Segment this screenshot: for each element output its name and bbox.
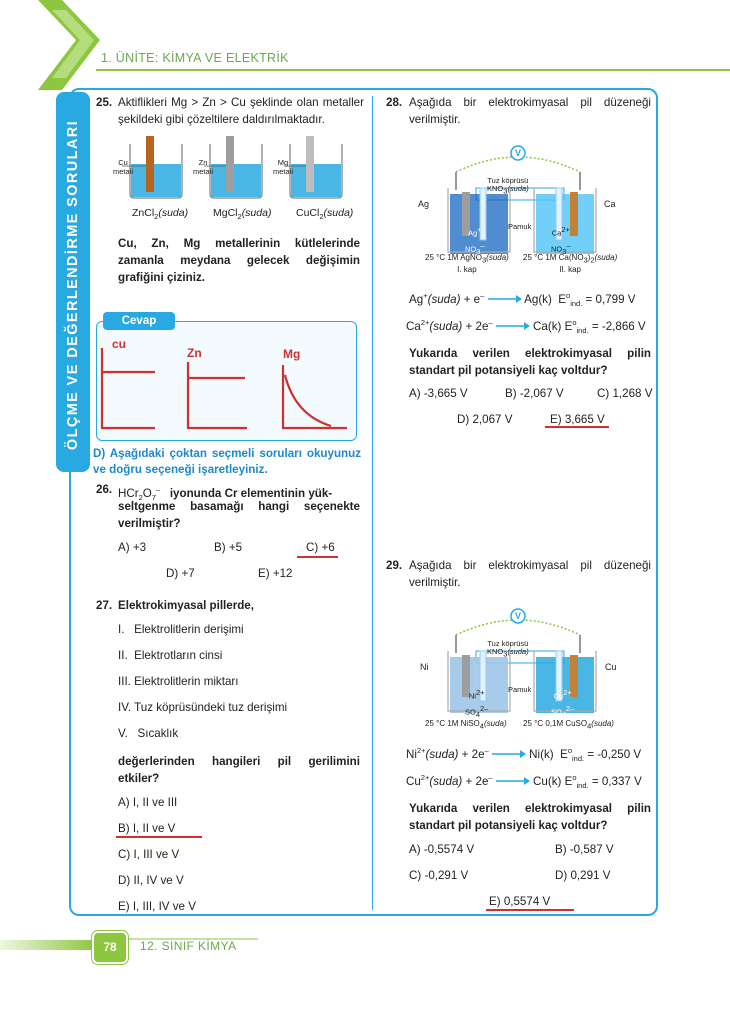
q27-item-3: III. Elektrolitlerin miktarı — [118, 675, 239, 688]
q29-cell-diagram — [418, 607, 628, 715]
handwritten-mg: Mg — [283, 347, 301, 361]
q29-option-b[interactable]: B) -0,587 V — [555, 843, 614, 856]
q28-option-e[interactable]: E) 3,665 V — [550, 413, 605, 426]
q28-option-b[interactable]: B) -2,067 V — [505, 387, 564, 400]
q27-option-b[interactable]: B) I, II ve V — [118, 822, 176, 835]
beaker-1-label: Cu metali — [113, 158, 134, 176]
beaker-2-label: Zn metali — [193, 158, 214, 176]
beaker-3-solution: CuCl$_2$(suda) — [296, 207, 354, 222]
q28-eq1-arrow — [488, 295, 522, 303]
q28-text: Aşağıda bir elektrokimyasal pil düzeneği verilmiştir. — [409, 96, 651, 126]
q29-right-electrode: Cu — [605, 662, 617, 672]
header-chevron-decoration — [0, 0, 130, 100]
beaker-1 — [130, 136, 182, 198]
q27-item-5: V. Sıcaklık — [118, 727, 179, 740]
beaker-3-label: Mg metali — [273, 158, 294, 176]
q27-option-a[interactable]: A) I, II ve III — [118, 796, 178, 809]
q28-left-electrode: Ag — [418, 199, 430, 209]
q26-option-e[interactable]: E) +12 — [258, 567, 293, 580]
q29-left-electrode: Ni — [420, 662, 429, 672]
q29-text: Aşağıda bir elektrokimyasal pil düzeneği verilmiştir. — [409, 559, 651, 589]
q28-right-electrode: Ca — [604, 199, 616, 209]
q28-right-conditions: 25 °C 1M $Ca(NO_3)_2(suda)$ II. kap — [523, 253, 618, 274]
handwritten-zn: Zn — [187, 346, 202, 360]
q27-option-e[interactable]: E) I, III, IV ve V — [118, 900, 196, 913]
footer-book-title: 12. SINIF KİMYA — [140, 939, 237, 953]
beaker-1-solution: ZnCl$_2$(suda) — [132, 207, 189, 222]
q29-salt-bridge-label: Tuz köprüsü $KNO_3(suda)$ — [487, 639, 529, 659]
q29-option-d[interactable]: D) 0,291 V — [555, 869, 611, 882]
q28-cotton-label: Pamuk — [508, 222, 532, 231]
q25-text: Aktiflikleri Mg > Zn > Cu şeklinde olan metaller şekildeki gibi çözeltilere daldırılmaktadır. — [118, 96, 364, 126]
q27-question: değerlerinden hangileri pil gerilimini etkiler? — [118, 755, 360, 785]
q27-item-4: IV. Tuz köprüsündeki tuz derişimi — [118, 701, 288, 714]
q29-question: Yukarıda verilen elektrokimyasal pilin standart pil potansiyeli kaç voltdur? — [409, 802, 651, 832]
q27-number: 27. — [96, 599, 113, 612]
q26-answer-mark — [297, 556, 338, 558]
q28-right-ions: $Ca^{2+}$ $NO_3^-$ — [551, 225, 571, 256]
q28-question: Yukarıda verilen elektrokimyasal pilin standart pil potansiyeli kaç voltdur? — [409, 347, 651, 377]
page-number: 78 — [92, 931, 128, 964]
q28-eq1: Ag+(suda) + e– Ag(k) $E^o_{ind.} = 0,799$ V — [409, 291, 636, 309]
beaker-3 — [290, 136, 342, 198]
q28-option-c[interactable]: C) 1,268 V — [597, 387, 653, 400]
q25-question: Cu, Zn, Mg metallerinin kütlelerinde zamanla meydana gelecek değişimin grafiğini çiziniz. — [118, 237, 360, 284]
answer-label: Cevap — [103, 312, 175, 330]
q28-answer-mark — [545, 426, 609, 428]
side-label: ÖLÇME VE DEĞERLENDİRME SORULARI — [65, 119, 81, 451]
handwritten-cu: cu — [112, 337, 127, 351]
q26-line-1: $HCr_2O_7^-$ iyonunda Cr elementinin yük- — [118, 485, 333, 503]
q26-option-b[interactable]: B) +5 — [214, 541, 243, 554]
q28-cell-diagram — [418, 144, 628, 256]
section-d-instructions: D) Aşağıdaki çoktan seçmeli soruları okuyunuz ve doğru seçeneği işaretleyiniz. — [93, 447, 361, 476]
q28-left-conditions: 25 °C 1M AgNO$_3$(suda) I. kap — [425, 253, 509, 274]
q29-eq2: $Cu^{2+}(suda) + 2e^-$ Cu(k) $E^o_{ind.} = 0,337$ V — [406, 773, 642, 791]
q28-eq2-arrow — [496, 322, 530, 330]
q29-eq1: $Ni^{2+}(suda) + 2e^-$ Ni(k) $E^o_{ind.} = -0,250$ V — [406, 746, 642, 764]
unit-title: 1. ÜNİTE: KİMYA VE ELEKTRİK — [101, 51, 289, 65]
q28-number: 28. — [386, 96, 403, 109]
q29-eq2-arrow — [496, 777, 530, 785]
q28-eq2: $Ca^{2+}(suda) + 2e^-$ Ca(k) $E^o_{ind.} = -2,866$ V — [406, 318, 646, 336]
q26-option-a[interactable]: A) +3 — [118, 541, 147, 554]
beaker-2 — [210, 136, 262, 198]
q27-item-2: II. Elektrotların cinsi — [118, 649, 223, 662]
q27-answer-mark — [116, 836, 202, 838]
q29-eq1-arrow — [492, 750, 526, 758]
q29-right-conditions: 25 °C 0,1M CuSO$_4$(suda) — [523, 719, 614, 731]
q27-option-d[interactable]: D) II, IV ve V — [118, 874, 184, 887]
q25-number: 25. — [96, 96, 113, 109]
q28-left-ions: Ag+ $NO_3^-$ — [465, 225, 485, 256]
q29-left-conditions: 25 °C 1M NiSO$_4$(suda) — [425, 719, 507, 731]
header-rule — [96, 69, 730, 71]
q29-option-e[interactable]: E) 0,5574 V — [489, 895, 551, 908]
q27-option-c[interactable]: C) I, III ve V — [118, 848, 180, 861]
handwritten-graphs — [97, 340, 355, 438]
q29-option-c[interactable]: C) -0,291 V — [409, 869, 469, 882]
q29-cotton-label: Pamuk — [508, 685, 532, 694]
q26-number: 26. — [96, 483, 113, 496]
q25-beakers-diagram — [108, 136, 358, 206]
q28-salt-bridge-label: Tuz köprüsü $KNO_3(suda)$ — [487, 176, 529, 196]
q26-question: seltgenme basamağı hangi seçenekte verilmiştir? — [118, 500, 360, 530]
column-divider — [372, 96, 373, 910]
q28-option-d[interactable]: D) 2,067 V — [457, 413, 513, 426]
q28-voltmeter-label: V — [515, 148, 522, 158]
q29-option-a[interactable]: A) -0,5574 V — [409, 843, 475, 856]
q29-right-ions: $Cu^{2+}$ $SO_4^{2-}$ — [551, 688, 575, 719]
q29-left-ions: $Ni^{2+}$ $SO_4^{2-}$ — [465, 688, 489, 719]
beaker-2-solution: MgCl$_2$(suda) — [213, 207, 272, 222]
q27-item-1: I. Elektrolitlerin derişimi — [118, 623, 244, 636]
q29-number: 29. — [386, 559, 403, 572]
q26-option-c[interactable]: C) +6 — [306, 541, 335, 554]
q27-title: Elektrokimyasal pillerde, — [118, 599, 254, 612]
q26-option-d[interactable]: D) +7 — [166, 567, 195, 580]
q29-answer-mark — [486, 909, 574, 911]
q29-voltmeter-label: V — [515, 611, 522, 621]
q28-option-a[interactable]: A) -3,665 V — [409, 387, 468, 400]
